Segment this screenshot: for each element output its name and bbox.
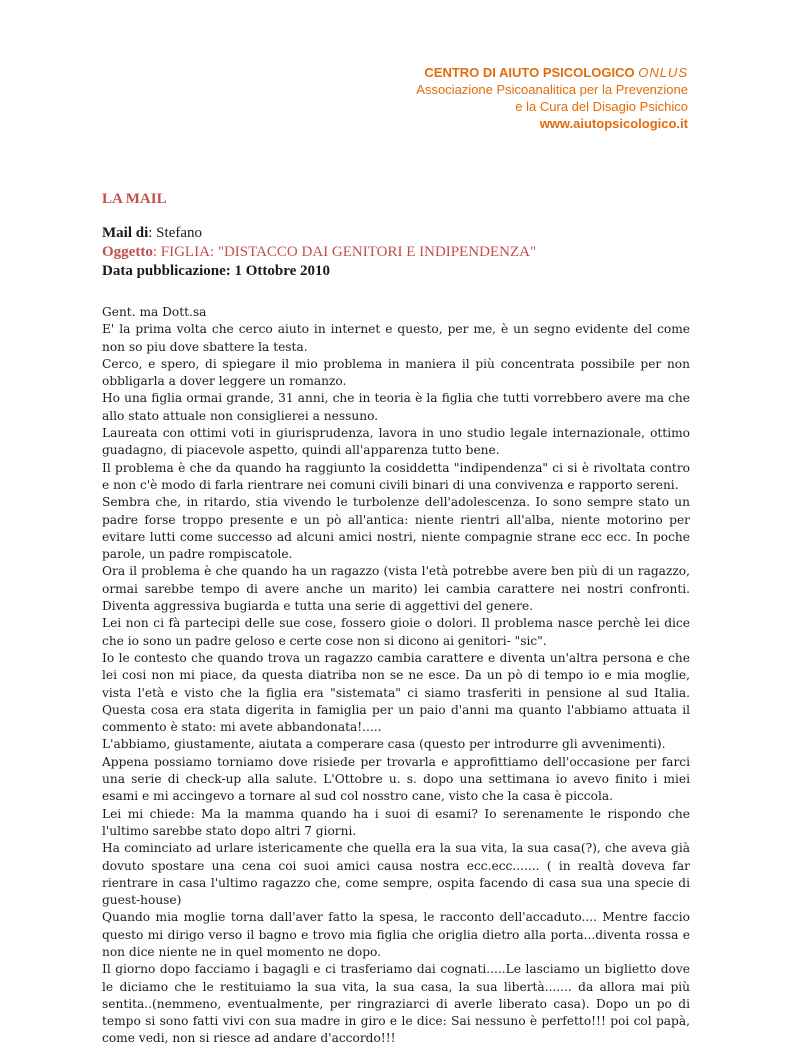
body-paragraph: Cerco, e spero, di spiegare il mio problema in maniera il più concentrata possibile per non obbligarla a dover leggere un romanzo.: [102, 356, 690, 389]
body-paragraph: Gent. ma Dott.sa: [102, 305, 207, 319]
body-paragraph: Lei non ci fà partecipi delle sue cose, fossero gioie o dolori. Il problema nasce perchè lei dice che io sono un padre geloso e certe cose non si dicono ai genitori- "sic".: [102, 616, 690, 648]
subject-line: [102, 243, 692, 262]
subject-value: : FIGLIA: "DISTACCO DAI GENITORI E INDIPENDENZA": [152, 244, 537, 260]
organization-subtitle-1: Associazione Psicoanalitica per la Prevenzione: [416, 82, 688, 97]
body-paragraph: Ha cominciato ad urlare istericamente che quella era la sua vita, la sua casa(?), che aveva già dovuto spostare una cena coi suoi amici causa nostra ecc.ecc....... ( in realtà doveva far rientrare in casa l'ultimo ragazzo che, come sempre, ospita facendo di casa sua una specie di guest-house): [102, 841, 690, 908]
body-paragraph: Appena possiamo torniamo dove risiede per trovarla e approfittiamo dell'occasione per farci una serie di check-up alla salute. L'Ottobre u. s. dopo una settimana io avevo finito i miei esami e mi accingevo a tornare al sud col nosstro cane, visto che la casa è piccola.: [102, 754, 690, 804]
body-paragraph: Io le contesto che quando trova un ragazzo cambia carattere e diventa un'altra persona e che lei cosi non mi piace, da questa diatriba non se ne esce. Da un pò di tempo io e mia moglie, vista l'età e visto che la figlia era "sistemata" ci siamo trasferiti in pensione al sud Italia. Questa cosa era stata digerita in famiglia per un paio d'anni ma quanto l'abbiamo attuata il commento è stato: mi avete abbandonata!.....: [102, 650, 690, 735]
body-paragraph: Quando mia moglie torna dall'aver fatto la spesa, le racconto dell'accaduto.... Mentre faccio questo mi dirigo verso il bagno e trovo mia figlia che origlia dietro alla porta...diventa rossa e non dice niente ne in quel momento ne dopo.: [102, 910, 690, 959]
mail-from-line: [102, 224, 692, 243]
body-paragraph: Il giorno dopo facciamo i bagagli e ci trasferiamo dai cognati.....Le lasciamo un biglietto dove le diciamo che le restituiamo la sua vita, la sua casa, la sua libertà....... da allora mai più sentita..(nemmeno, eventualmente, per ringraziarci di averle liberato casa). Dopo un po di tempo si sono fatti vivi con sua madre in giro e le dice: Sai nessuno è perfetto!!! poi col papà, come vedi, non si riesce ad andare d'accordo!!!: [102, 962, 690, 1046]
body-paragraph: Laureata con ottimi voti in giurisprudenza, lavora in uno studio legale internazionale, ottimo guadagno, di piacevole aspetto, quindi all'apparenza tutto bene.: [102, 426, 690, 458]
body-paragraph: L'abbiamo, giustamente, aiutata a comperare casa (questo per introdurre gli avvenimenti).: [102, 737, 666, 752]
organization-subtitle-2: e la Cura del Disagio Psichico: [515, 99, 688, 114]
body-paragraph: Ho una figlia ormai grande, 31 anni, che in teoria è la figlia che tutti vorrebbero avere ma che allo stato attuale non consiglierei a nessuno.: [102, 391, 690, 423]
body-paragraph: Sembra che, in ritardo, stia vivendo le turbolenze dell'adolescenza. Io sono sempre stato un padre forse troppo presente e un pò all'antica: niente rientri all'alba, niente motorino per evitare lutti come successo ad alcuni amici nostri, niente compagnie strane ecc ecc. In poche parole, un padre rompiscatole.: [102, 495, 690, 562]
organization-header: [416, 64, 688, 132]
organization-name: CENTRO DI AIUTO PSICOLOGICO: [424, 65, 635, 80]
organization-name-line: [416, 64, 688, 81]
body-paragraph: E' la prima volta che cerco aiuto in internet e questo, per me, è un segno evidente del come non so piu dove sbattere la testa.: [102, 322, 690, 354]
section-title: LA MAIL: [102, 191, 167, 207]
publication-date: Data pubblicazione: 1 Ottobre 2010: [102, 263, 331, 279]
subject-label: Oggetto: [102, 244, 153, 260]
organization-onlus: ONLUS: [638, 65, 688, 80]
body-paragraph: Ora il problema è che quando ha un ragazzo (vista l'età potrebbe avere ben più di un ragazzo, ormai sarebbe tempo di avere anche un marito) lei cambia carattere nei nostri confronti. Diventa aggressiva bugiarda e tutta una serie di aggettivi del genere.: [102, 564, 690, 614]
organization-website-link[interactable]: www.aiutopsicologico.it: [539, 116, 688, 131]
body-paragraph: Lei mi chiede: Ma la mamma quando ha i suoi di esami? Io serenamente le rispondo che l'ultimo sarebbe stato dopo altri 7 giorni.: [102, 806, 690, 838]
mail-from-value: : Stefano: [148, 225, 203, 241]
mail-header: [102, 190, 692, 281]
mail-from-label: Mail di: [102, 225, 149, 241]
mail-body: [102, 304, 690, 1048]
publication-date-line: [102, 262, 692, 281]
body-paragraph: Il problema è che da quando ha raggiunto la cosiddetta "indipendenza" ci si è rivoltata contro e non c'è modo di farla rientrare nei comuni civili binari di una convivenza e rapporto sereni.: [102, 460, 690, 492]
